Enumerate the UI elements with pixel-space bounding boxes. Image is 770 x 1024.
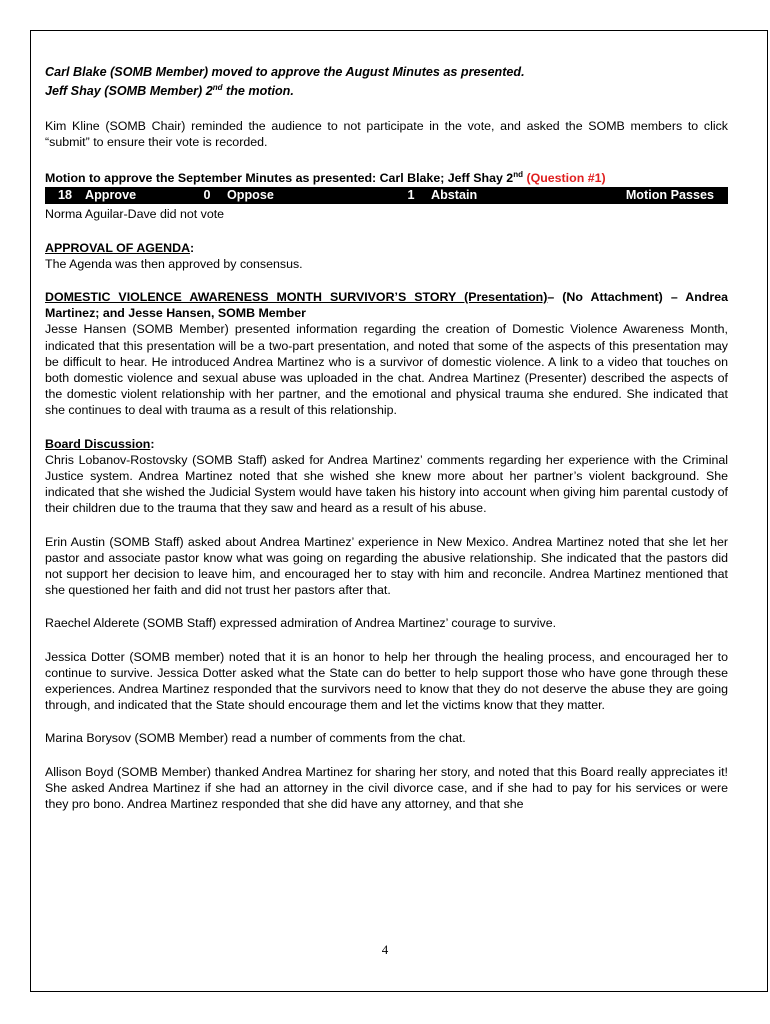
- approve-label: Approve: [85, 188, 137, 203]
- board-discussion-colon: :: [150, 436, 155, 451]
- agenda-text: The Agenda was then approved by consensus.: [45, 256, 303, 271]
- motion-intro: [45, 64, 728, 100]
- motion-intro-sup: nd: [212, 83, 223, 93]
- motion-intro-line1: Carl Blake (SOMB Member) moved to approve the August Minutes as presented.: [45, 65, 525, 79]
- board-discussion-heading: Board Discussion: [45, 436, 151, 451]
- page-number: 4: [381, 942, 389, 957]
- motion-intro-line2-rest: the motion.: [222, 84, 294, 99]
- board-discussion-heading-line: [45, 436, 728, 452]
- motion-title: [45, 167, 728, 186]
- vote-note: Norma Aguilar-Dave did not vote: [45, 207, 225, 222]
- chair-reminder: Kim Kline (SOMB Chair) reminded the audience to not participate in the vote, and asked the SOMB members to click “submit” to ensure their vote is recorded.: [45, 118, 728, 149]
- discussion-paragraph: Allison Boyd (SOMB Member) thanked Andrea Martinez for sharing her story, and noted that this Board really appreciates it! She asked Andrea Martinez if she had an attorney in the civil divorce case, and if she had to pay for his services or were they pro bono. Andrea Martinez responded that she did have any attorney, and that she: [45, 764, 728, 812]
- discussion-paragraph: Chris Lobanov-Rostovsky (SOMB Staff) asked for Andrea Martinez’ comments regarding her experience with the Criminal Justice system. Andrea Martinez noted that she wished she knew more about her partner’s violent background. She indicated that she wished the Judicial System would have taken his history into account when giving him parental custody of their children due to the trauma that they saw and heard as a result of his abuse.: [45, 452, 728, 516]
- vote-results-bar: [45, 187, 728, 204]
- dv-heading-title: DOMESTIC VIOLENCE AWARENESS MONTH SURVIVOR’S STORY (Presentation): [45, 289, 548, 304]
- motion-intro-line2: Jeff Shay (SOMB Member) 2: [45, 84, 213, 99]
- dv-section: [45, 289, 728, 419]
- abstain-count: 1: [407, 188, 415, 203]
- board-discussion-section: [45, 436, 728, 813]
- discussion-paragraph: Erin Austin (SOMB Staff) asked about Andrea Martinez’ experience in New Mexico. Andrea Martinez noted that she let her pastor and associate pastor know what was going on regarding the abusive relationship. She indicated that the pastors did not support her decision to leave him, and encouraged her to stay with him and reconcile. Andrea Martinez mentioned that she questioned her faith and did not trust her pastors after that.: [45, 534, 728, 598]
- agenda-heading: APPROVAL OF AGENDA: [45, 240, 191, 255]
- motion-title-text: Motion to approve the September Minutes as presented: Carl Blake; Jeff Shay 2: [45, 171, 514, 186]
- question-number: (Question #1): [526, 171, 606, 186]
- abstain-label: Abstain: [431, 188, 478, 203]
- dv-heading: [45, 289, 728, 321]
- motion-result: Motion Passes: [625, 188, 714, 203]
- agenda-heading-colon: :: [190, 240, 195, 255]
- approve-count: 18: [57, 188, 72, 203]
- agenda-section: [45, 240, 728, 272]
- motion-block: [45, 167, 728, 223]
- discussion-paragraph: Jessica Dotter (SOMB member) noted that it is an honor to help her through the healing process, and encouraged her to continue to survive. Jessica Dotter asked what the State can do better to help support those who have gone through these experiences. Andrea Martinez responded that the survivors need to know that they do not deserve the abuse they are going through, and indicated that the State should encourage them and let the victims know that they matter.: [45, 649, 728, 713]
- oppose-count: 0: [203, 188, 211, 203]
- document-body: [45, 64, 728, 829]
- dv-body: Jesse Hansen (SOMB Member) presented information regarding the creation of Domestic Violence Awareness Month, indicated that this presentation will be a two-part presentation, and noted that some of the aspects of this presentation may be difficult to hear. He introduced Andrea Martinez who is a survivor of domestic violence. A link to a video that touches on both domestic violence and sexual abuse was uploaded in the chat. Andrea Martinez (Presenter) described the aspects of the domestic violent relationship with her partner, and the emotional and physical trauma she endured. She indicated that she continues to deal with trauma as a result of this relationship.: [45, 322, 728, 418]
- motion-title-sup: nd: [513, 170, 523, 179]
- agenda-heading-line: [45, 240, 728, 256]
- dv-heading-rest: – (No Attachment) – Andrea Martinez; and Jesse Hansen, SOMB Member: [45, 289, 728, 321]
- oppose-label: Oppose: [227, 188, 274, 203]
- discussion-paragraph: Raechel Alderete (SOMB Staff) expressed admiration of Andrea Martinez’ courage to survive.: [45, 616, 557, 631]
- discussion-paragraph: Marina Borysov (SOMB Member) read a number of comments from the chat.: [45, 731, 466, 746]
